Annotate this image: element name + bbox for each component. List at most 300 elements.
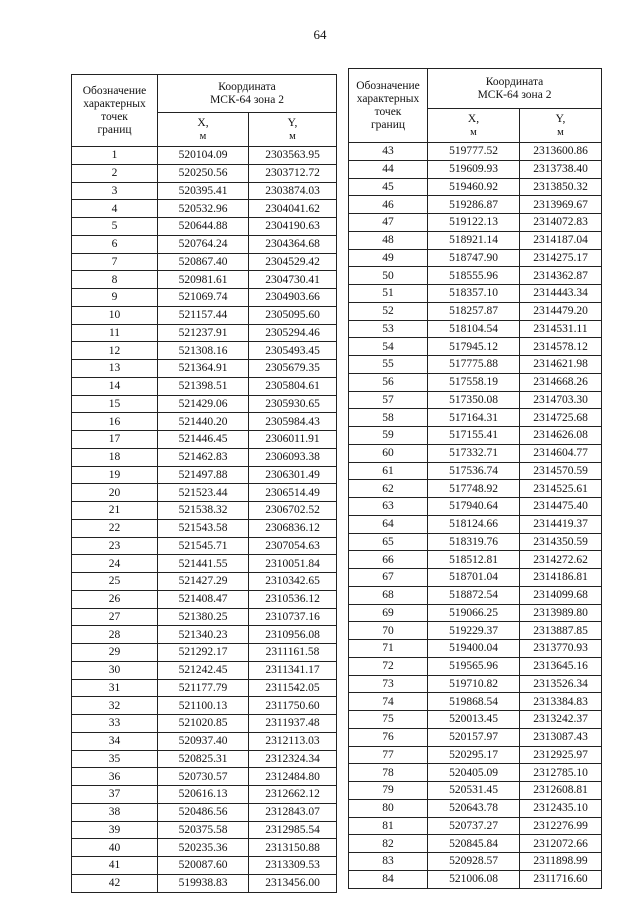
y-column-header [520, 109, 602, 143]
table-row [349, 285, 602, 303]
y-coordinate-cell: 2305930.65 [249, 395, 337, 413]
x-coordinate-cell: 521408.47 [158, 590, 249, 608]
table-row [349, 267, 602, 285]
point-number-cell: 58 [349, 409, 428, 427]
x-coordinate-cell: 517332.71 [428, 444, 520, 462]
y-coordinate-cell: 2313969.67 [520, 196, 602, 214]
table-row [349, 196, 602, 214]
table-row [72, 768, 337, 786]
y-coordinate-cell: 2312843.07 [249, 803, 337, 821]
table-row [349, 657, 602, 675]
table-row [349, 675, 602, 693]
table-row [72, 218, 337, 236]
x-coordinate-cell: 520644.88 [158, 218, 249, 236]
point-number-cell: 16 [72, 413, 158, 431]
table-row [349, 160, 602, 178]
table-row [349, 498, 602, 516]
y-coordinate-cell: 2305493.45 [249, 342, 337, 360]
point-number-cell: 40 [72, 839, 158, 857]
y-coordinate-cell: 2306836.12 [249, 519, 337, 537]
point-number-cell: 43 [349, 143, 428, 161]
x-coordinate-cell: 521308.16 [158, 342, 249, 360]
point-number-cell: 26 [72, 590, 158, 608]
y-coordinate-cell: 2303563.95 [249, 147, 337, 165]
x-coordinate-cell: 521441.55 [158, 555, 249, 573]
y-label: Y, [287, 116, 298, 129]
table-body-right [349, 69, 602, 889]
x-coordinate-cell: 521100.13 [158, 697, 249, 715]
table-row [72, 519, 337, 537]
y-coordinate-cell: 2304364.68 [249, 235, 337, 253]
y-coordinate-cell: 2310956.08 [249, 626, 337, 644]
point-number-cell: 14 [72, 377, 158, 395]
y-coordinate-cell: 2311716.60 [520, 870, 602, 888]
point-number-cell: 12 [72, 342, 158, 360]
table-row [349, 356, 602, 374]
header-line: границ [97, 123, 132, 136]
table-row [72, 448, 337, 466]
point-number-cell: 2 [72, 164, 158, 182]
point-number-cell: 37 [72, 786, 158, 804]
point-number-cell: 71 [349, 640, 428, 658]
point-number-cell: 15 [72, 395, 158, 413]
table-row [349, 853, 602, 871]
x-coordinate-cell: 520643.78 [428, 799, 520, 817]
x-coordinate-cell: 521429.06 [158, 395, 249, 413]
x-column-header [158, 113, 249, 147]
point-number-cell: 28 [72, 626, 158, 644]
table-row [349, 302, 602, 320]
x-coordinate-cell: 520395.41 [158, 182, 249, 200]
table-row [349, 480, 602, 498]
point-number-cell: 39 [72, 821, 158, 839]
y-coordinate-cell: 2314479.20 [520, 302, 602, 320]
point-number-cell: 77 [349, 746, 428, 764]
y-coordinate-cell: 2314072.83 [520, 214, 602, 232]
coordinate-header [158, 75, 337, 113]
x-coordinate-cell: 518257.87 [428, 302, 520, 320]
point-number-cell: 50 [349, 267, 428, 285]
header-line: характерных [83, 97, 146, 110]
table-row [72, 732, 337, 750]
coordinate-title: Координата [485, 75, 544, 88]
point-number-cell: 17 [72, 431, 158, 449]
x-coordinate-cell: 520845.84 [428, 835, 520, 853]
y-coordinate-cell: 2305804.61 [249, 377, 337, 395]
point-number-cell: 3 [72, 182, 158, 200]
coordinates-table-left [71, 74, 337, 893]
table-row [72, 857, 337, 875]
y-coordinate-cell: 2312072.66 [520, 835, 602, 853]
point-number-cell: 38 [72, 803, 158, 821]
point-number-cell: 56 [349, 373, 428, 391]
table-row [72, 697, 337, 715]
point-number-cell: 72 [349, 657, 428, 675]
x-coordinate-cell: 521523.44 [158, 484, 249, 502]
point-number-cell: 18 [72, 448, 158, 466]
coordinate-header [428, 69, 602, 109]
table-row [349, 640, 602, 658]
coordinate-system: МСК-64 зона 2 [210, 93, 284, 106]
table-row [349, 409, 602, 427]
table-row [72, 608, 337, 626]
table-row [72, 164, 337, 182]
x-coordinate-cell: 520825.31 [158, 750, 249, 768]
y-coordinate-cell: 2313456.00 [249, 874, 337, 892]
x-coordinate-cell: 519286.87 [428, 196, 520, 214]
x-coordinate-cell: 517748.92 [428, 480, 520, 498]
table-row [349, 533, 602, 551]
table-row [72, 235, 337, 253]
x-unit: м [199, 130, 207, 142]
table-row [72, 573, 337, 591]
x-coordinate-cell: 520250.56 [158, 164, 249, 182]
x-coordinate-cell: 520764.24 [158, 235, 249, 253]
x-coordinate-cell: 521398.51 [158, 377, 249, 395]
x-coordinate-cell: 517164.31 [428, 409, 520, 427]
point-number-cell: 61 [349, 462, 428, 480]
x-coordinate-cell: 520937.40 [158, 732, 249, 750]
x-coordinate-cell: 521177.79 [158, 679, 249, 697]
point-number-cell: 11 [72, 324, 158, 342]
table-row [72, 803, 337, 821]
coordinate-title: Координата [218, 80, 276, 93]
y-coordinate-cell: 2310536.12 [249, 590, 337, 608]
x-coordinate-cell: 520087.60 [158, 857, 249, 875]
table-row [72, 200, 337, 218]
x-coordinate-cell: 518319.76 [428, 533, 520, 551]
x-coordinate-cell: 521462.83 [158, 448, 249, 466]
x-label: X, [197, 116, 209, 129]
table-row [349, 462, 602, 480]
x-coordinate-cell: 517558.19 [428, 373, 520, 391]
y-coordinate-cell: 2311937.48 [249, 715, 337, 733]
point-number-cell: 78 [349, 764, 428, 782]
table-row [72, 874, 337, 892]
x-coordinate-cell: 519400.04 [428, 640, 520, 658]
table-row [349, 427, 602, 445]
table-row [349, 373, 602, 391]
y-coordinate-cell: 2314272.62 [520, 551, 602, 569]
table-row [72, 147, 337, 165]
point-number-cell: 8 [72, 271, 158, 289]
point-number-cell: 27 [72, 608, 158, 626]
table-row [72, 839, 337, 857]
x-coordinate-cell: 518921.14 [428, 231, 520, 249]
y-coordinate-cell: 2313526.34 [520, 675, 602, 693]
point-number-cell: 76 [349, 728, 428, 746]
y-coordinate-cell: 2304730.41 [249, 271, 337, 289]
table-row [72, 821, 337, 839]
y-coordinate-cell: 2306301.49 [249, 466, 337, 484]
table-row [349, 178, 602, 196]
table-row [349, 231, 602, 249]
x-coordinate-cell: 521006.08 [428, 870, 520, 888]
table-row [72, 289, 337, 307]
y-coordinate-cell: 2312484.80 [249, 768, 337, 786]
table-row [349, 604, 602, 622]
y-coordinate-cell: 2305294.46 [249, 324, 337, 342]
x-coordinate-cell: 520616.13 [158, 786, 249, 804]
y-coordinate-cell: 2313989.80 [520, 604, 602, 622]
point-number-cell: 33 [72, 715, 158, 733]
coordinates-table-right [348, 68, 602, 889]
x-coordinate-cell: 517155.41 [428, 427, 520, 445]
y-coordinate-cell: 2306514.49 [249, 484, 337, 502]
y-coordinate-cell: 2314604.77 [520, 444, 602, 462]
x-coordinate-cell: 518124.66 [428, 515, 520, 533]
y-coordinate-cell: 2306093.38 [249, 448, 337, 466]
y-coordinate-cell: 2311898.99 [520, 853, 602, 871]
table-row [72, 431, 337, 449]
x-coordinate-cell: 518104.54 [428, 320, 520, 338]
y-coordinate-cell: 2313600.86 [520, 143, 602, 161]
table-row [349, 515, 602, 533]
point-number-cell: 51 [349, 285, 428, 303]
table-row [349, 711, 602, 729]
point-number-cell: 73 [349, 675, 428, 693]
table-row [349, 817, 602, 835]
point-number-cell: 53 [349, 320, 428, 338]
x-coordinate-cell: 519609.93 [428, 160, 520, 178]
x-coordinate-cell: 520375.58 [158, 821, 249, 839]
table-row [72, 590, 337, 608]
point-number-cell: 67 [349, 569, 428, 587]
point-number-cell: 75 [349, 711, 428, 729]
table-row [349, 764, 602, 782]
point-number-cell: 70 [349, 622, 428, 640]
x-coordinate-cell: 517350.08 [428, 391, 520, 409]
table-row [72, 253, 337, 271]
x-coordinate-cell: 521427.29 [158, 573, 249, 591]
point-number-cell: 30 [72, 661, 158, 679]
y-coordinate-cell: 2314621.98 [520, 356, 602, 374]
table-row [72, 644, 337, 662]
x-coordinate-cell: 521020.85 [158, 715, 249, 733]
y-coordinate-cell: 2303712.72 [249, 164, 337, 182]
point-number-cell: 35 [72, 750, 158, 768]
y-coordinate-cell: 2304190.63 [249, 218, 337, 236]
point-number-cell: 7 [72, 253, 158, 271]
x-coordinate-cell: 521440.20 [158, 413, 249, 431]
point-number-cell: 32 [72, 697, 158, 715]
y-coordinate-cell: 2313150.88 [249, 839, 337, 857]
y-coordinate-cell: 2314668.26 [520, 373, 602, 391]
table-row [349, 799, 602, 817]
y-coordinate-cell: 2306011.91 [249, 431, 337, 449]
table-row [349, 782, 602, 800]
y-coordinate-cell: 2314099.68 [520, 586, 602, 604]
x-coordinate-cell: 520981.61 [158, 271, 249, 289]
table-row [72, 182, 337, 200]
header-line: точек [101, 110, 128, 123]
table-row [72, 715, 337, 733]
table-row [72, 466, 337, 484]
x-coordinate-cell: 517940.64 [428, 498, 520, 516]
x-coordinate-cell: 521069.74 [158, 289, 249, 307]
point-number-cell: 69 [349, 604, 428, 622]
header-line: границ [370, 118, 406, 131]
y-coordinate-cell: 2313770.93 [520, 640, 602, 658]
x-coordinate-cell: 521340.23 [158, 626, 249, 644]
table-row [349, 693, 602, 711]
point-number-cell: 45 [349, 178, 428, 196]
y-coordinate-cell: 2305679.35 [249, 360, 337, 378]
x-column-header [428, 109, 520, 143]
y-coordinate-cell: 2314531.11 [520, 320, 602, 338]
y-coordinate-cell: 2314362.87 [520, 267, 602, 285]
table-row [349, 320, 602, 338]
table-row [349, 569, 602, 587]
x-coordinate-cell: 518555.96 [428, 267, 520, 285]
point-number-cell: 1 [72, 147, 158, 165]
header-line: Обозначение [356, 79, 420, 92]
point-number-cell: 5 [72, 218, 158, 236]
point-number-cell: 34 [72, 732, 158, 750]
point-number-cell: 23 [72, 537, 158, 555]
y-coordinate-cell: 2314475.40 [520, 498, 602, 516]
point-number-cell: 48 [349, 231, 428, 249]
table-row [72, 360, 337, 378]
table-row [349, 870, 602, 888]
y-coordinate-cell: 2304529.42 [249, 253, 337, 271]
y-coordinate-cell: 2305984.43 [249, 413, 337, 431]
y-coordinate-cell: 2314186.81 [520, 569, 602, 587]
point-number-cell: 60 [349, 444, 428, 462]
x-coordinate-cell: 521497.88 [158, 466, 249, 484]
point-number-cell: 47 [349, 214, 428, 232]
x-coordinate-cell: 520405.09 [428, 764, 520, 782]
point-number-cell: 20 [72, 484, 158, 502]
point-number-cell: 63 [349, 498, 428, 516]
y-coordinate-cell: 2313242.37 [520, 711, 602, 729]
y-coordinate-cell: 2314275.17 [520, 249, 602, 267]
y-coordinate-cell: 2312608.81 [520, 782, 602, 800]
point-number-cell: 83 [349, 853, 428, 871]
x-coordinate-cell: 518747.90 [428, 249, 520, 267]
x-coordinate-cell: 519460.92 [428, 178, 520, 196]
x-coordinate-cell: 521538.32 [158, 502, 249, 520]
y-unit: м [557, 126, 564, 138]
y-coordinate-cell: 2313087.43 [520, 728, 602, 746]
x-coordinate-cell: 520730.57 [158, 768, 249, 786]
y-coordinate-cell: 2312985.54 [249, 821, 337, 839]
x-coordinate-cell: 521292.17 [158, 644, 249, 662]
x-label: X, [467, 112, 480, 125]
table-row [349, 249, 602, 267]
x-coordinate-cell: 518872.54 [428, 586, 520, 604]
table-row [72, 324, 337, 342]
y-coordinate-cell: 2314725.68 [520, 409, 602, 427]
x-coordinate-cell: 520867.40 [158, 253, 249, 271]
x-coordinate-cell: 518701.04 [428, 569, 520, 587]
table-row [72, 413, 337, 431]
point-number-cell: 36 [72, 768, 158, 786]
x-coordinate-cell: 520737.27 [428, 817, 520, 835]
table-row [72, 661, 337, 679]
y-coordinate-cell: 2312324.34 [249, 750, 337, 768]
x-coordinate-cell: 520486.56 [158, 803, 249, 821]
x-coordinate-cell: 521242.45 [158, 661, 249, 679]
point-number-cell: 31 [72, 679, 158, 697]
point-number-cell: 54 [349, 338, 428, 356]
y-unit: м [289, 130, 296, 142]
point-number-cell: 55 [349, 356, 428, 374]
x-coordinate-cell: 519710.82 [428, 675, 520, 693]
point-number-cell: 84 [349, 870, 428, 888]
y-coordinate-cell: 2314419.37 [520, 515, 602, 533]
header-line: точек [374, 105, 402, 118]
y-coordinate-cell: 2304041.62 [249, 200, 337, 218]
y-coordinate-cell: 2310051.84 [249, 555, 337, 573]
x-coordinate-cell: 517775.88 [428, 356, 520, 374]
x-coordinate-cell: 517536.74 [428, 462, 520, 480]
point-number-cell: 81 [349, 817, 428, 835]
table-row [72, 537, 337, 555]
y-coordinate-cell: 2313850.32 [520, 178, 602, 196]
table-row [72, 750, 337, 768]
y-coordinate-cell: 2313887.85 [520, 622, 602, 640]
y-coordinate-cell: 2312276.99 [520, 817, 602, 835]
y-coordinate-cell: 2312113.03 [249, 732, 337, 750]
point-number-cell: 46 [349, 196, 428, 214]
point-number-cell: 22 [72, 519, 158, 537]
table-row [72, 377, 337, 395]
y-label: Y, [555, 112, 566, 125]
point-number-cell: 42 [72, 874, 158, 892]
point-number-cell: 10 [72, 306, 158, 324]
point-number-cell: 57 [349, 391, 428, 409]
table-row [72, 484, 337, 502]
y-coordinate-cell: 2314570.59 [520, 462, 602, 480]
y-coordinate-cell: 2314626.08 [520, 427, 602, 445]
x-coordinate-cell: 520013.45 [428, 711, 520, 729]
table-row [72, 555, 337, 573]
point-number-cell: 52 [349, 302, 428, 320]
header-line: характерных [356, 92, 420, 105]
y-coordinate-cell: 2311750.60 [249, 697, 337, 715]
table-row [349, 586, 602, 604]
y-coordinate-cell: 2314703.30 [520, 391, 602, 409]
y-coordinate-cell: 2312435.10 [520, 799, 602, 817]
y-coordinate-cell: 2313309.53 [249, 857, 337, 875]
table-row [349, 551, 602, 569]
table-row [349, 391, 602, 409]
x-coordinate-cell: 519122.13 [428, 214, 520, 232]
x-coordinate-cell: 520157.97 [428, 728, 520, 746]
x-coordinate-cell: 521364.91 [158, 360, 249, 378]
point-number-cell: 59 [349, 427, 428, 445]
table-row [72, 271, 337, 289]
y-coordinate-cell: 2312662.12 [249, 786, 337, 804]
table-row [72, 342, 337, 360]
y-coordinate-cell: 2313738.40 [520, 160, 602, 178]
x-coordinate-cell: 519868.54 [428, 693, 520, 711]
y-coordinate-cell: 2313384.83 [520, 693, 602, 711]
x-coordinate-cell: 519777.52 [428, 143, 520, 161]
table-row [349, 214, 602, 232]
y-coordinate-cell: 2314187.04 [520, 231, 602, 249]
y-coordinate-cell: 2314350.59 [520, 533, 602, 551]
point-number-cell: 68 [349, 586, 428, 604]
y-coordinate-cell: 2314578.12 [520, 338, 602, 356]
table-row [349, 622, 602, 640]
point-number-cell: 25 [72, 573, 158, 591]
y-coordinate-cell: 2312785.10 [520, 764, 602, 782]
point-number-cell: 66 [349, 551, 428, 569]
y-coordinate-cell: 2312925.97 [520, 746, 602, 764]
coordinate-system: МСК-64 зона 2 [477, 88, 552, 101]
